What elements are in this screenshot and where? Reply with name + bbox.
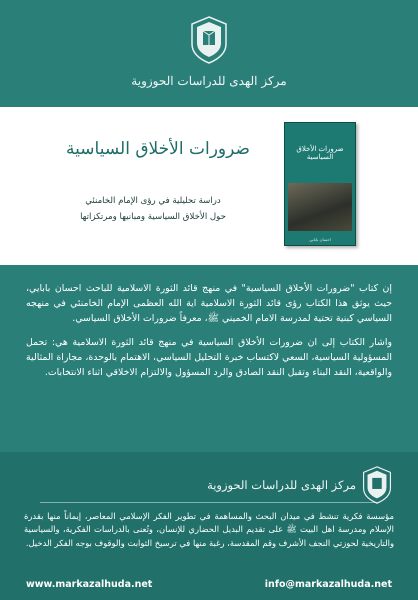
footer-about: مؤسسة فكرية تنشط في ميدان البحث والمساهمة في تطوير الفكر الإسلامي المعاصر، إيماناً منها بقدرة الإسلام ومدرسة اهل البيت ﷺ على تقديم البديل الحضاري للإنسان، وتُعنى بالدراسات الفكرية، والسياسية والتاريخية لحوزتي النجف الأشرف وقم المقدسة، رغبة منها في ترسيخ الثوابت والوقوف بوجه الفكر الدخيل. [24, 511, 394, 548]
institute-logo-icon [190, 16, 228, 64]
footer [0, 452, 418, 600]
footer-org-name: مركز الهدى للدراسات الحوزوية [207, 478, 356, 492]
book-cover [284, 122, 356, 246]
footer-logo-icon [362, 466, 392, 504]
book-cover-author: احسان بابايي [309, 237, 331, 242]
book-cover-title: ضرورات الأخلاق السياسية [296, 145, 344, 162]
book-title: ضرورات الأخلاق السياسية [66, 139, 250, 159]
email-link[interactable]: info@markazalhuda.net [264, 579, 392, 590]
book-subtitle-line-2: حول الأخلاق السياسية ومبانيها ومرتكزاتها [80, 212, 226, 222]
book-description [26, 281, 392, 388]
book-subtitle-line-1: دراسة تحليلية في رؤى الإمام الخامنئي [85, 196, 221, 206]
footer-divider [40, 502, 378, 503]
header [0, 0, 418, 105]
book-cover-image [288, 183, 352, 231]
description-paragraph-2: واشار الكتاب إلى ان ضرورات الأخلاق السياسية في منهج قائد الثورة الاسلامية هي: تحمل المسؤولية السياسية، السعي لاكتساب خبرة التحليل السياسي، الاهتمام بالوحدة، مجاراة المثالية والواقعية، النقد البناء وتقبل النقد الصادق والرد المسؤول والالتزام الاخلاقي اثناء الانتخابات. [26, 336, 392, 379]
website-link[interactable]: www.markazalhuda.net [26, 579, 153, 590]
description-paragraph-1: إن كتاب "ضرورات الأخلاق السياسية" في منهج قائد الثورة الاسلامية للباحث احسان بابايي، حيث يوثق هذا الكتاب رؤى قائد الثورة الاسلامية اية الله العظمى الإمام الخامنئي في منهجه السياسي كبنية تحتية لمدرسة الامام الخميني ﷺ، معرفاً ضرورات الأخلاق السياسي. [26, 283, 392, 325]
book-subtitle [38, 193, 268, 225]
header-org-name: مركز الهدى للدراسات الحوزوية [131, 74, 287, 88]
